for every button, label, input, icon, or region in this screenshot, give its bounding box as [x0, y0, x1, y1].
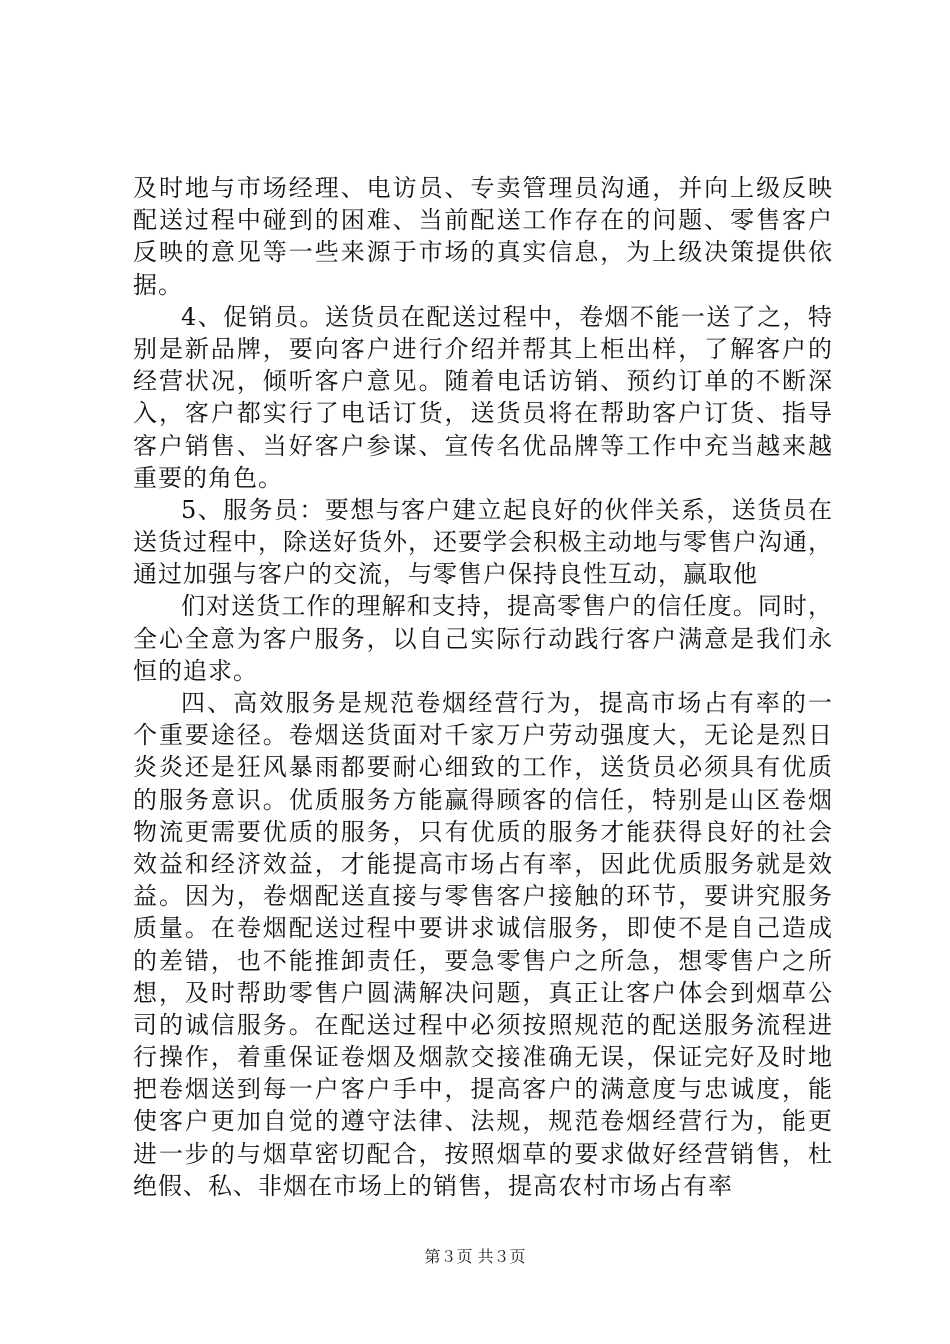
text-line: 入，客户都实行了电话订货，送货员将在帮助客户订货、指导 [133, 399, 833, 428]
text-line: 把卷烟送到每一户客户手中，提高客户的满意度与忠诚度，能 [133, 1075, 833, 1104]
text-line: 配送过程中碰到的困难、当前配送工作存在的问题、零售客户 [133, 206, 833, 235]
text-line: 反映的意见等一些来源于市场的真实信息，为上级决策提供依 [133, 238, 833, 267]
document-body [133, 172, 833, 1202]
text-line: 4、促销员。送货员在配送过程中，卷烟不能一送了之，特 [181, 302, 833, 331]
text-line: 据。 [133, 270, 183, 299]
text-line: 效益和经济效益，才能提高市场占有率，因此优质服务就是效 [133, 849, 833, 878]
page-footer: 第３页 共３页 [424, 1247, 526, 1266]
text-line: 及时地与市场经理、电访员、专卖管理员沟通，并向上级反映 [133, 174, 833, 202]
text-line: 的服务意识。优质服务方能赢得顾客的信任，特别是山区卷烟 [133, 785, 833, 814]
text-line: 个重要途径。卷烟送货面对千家万户劳动强度大，无论是烈日 [133, 721, 833, 750]
text-line: 全心全意为客户服务，以自己实际行动践行客户满意是我们永 [133, 624, 833, 653]
text-line: 们对送货工作的理解和支持，提高零售户的信任度。同时， [181, 592, 833, 621]
text-line: 的差错，也不能推卸责任，要急零售户之所急，想零售户之所 [133, 946, 833, 975]
text-line: 使客户更加自觉的遵守法律、法规，规范卷烟经营行为，能更 [133, 1107, 833, 1136]
text-line: 益。因为，卷烟配送直接与零售客户接触的环节，要讲究服务 [133, 882, 833, 911]
text-line: 恒的追求。 [133, 656, 258, 685]
text-line: 质量。在卷烟配送过程中要讲求诚信服务，即使不是自己造成 [133, 914, 833, 943]
text-line: 想，及时帮助零售户圆满解决问题，真正让客户体会到烟草公 [133, 978, 833, 1007]
text-line: 炎炎还是狂风暴雨都要耐心细致的工作，送货员必须具有优质 [133, 753, 833, 782]
text-line: 送货过程中，除送好货外，还要学会积极主动地与零售户沟通， [133, 528, 833, 557]
text-line: 物流更需要优质的服务，只有优质的服务才能获得良好的社会 [133, 817, 833, 846]
text-line: 行操作，着重保证卷烟及烟款交接准确无误，保证完好及时地 [133, 1043, 833, 1072]
text-line: 司的诚信服务。在配送过程中必须按照规范的配送服务流程进 [133, 1010, 833, 1039]
text-line: 5、服务员：要想与客户建立起良好的伙伴关系，送货员在 [181, 495, 833, 524]
text-line: 进一步的与烟草密切配合，按照烟草的要求做好经营销售，杜 [133, 1139, 833, 1168]
text-line: 经营状况，倾听客户意见。随着电话访销、预约订单的不断深 [133, 367, 833, 396]
text-line: 客户销售、当好客户参谋、宣传名优品牌等工作中充当越来越 [133, 431, 833, 460]
text-line: 通过加强与客户的交流，与零售户保持良性互动，赢取他 [133, 560, 758, 589]
text-line: 重要的角色。 [133, 463, 283, 492]
text-line: 别是新品牌，要向客户进行介绍并帮其上柜出样，了解客户的 [133, 334, 833, 363]
text-line: 绝假、私、非烟在市场上的销售，提高农村市场占有率 [133, 1171, 733, 1200]
text-line: 四、高效服务是规范卷烟经营行为，提高市场占有率的一 [181, 689, 833, 717]
